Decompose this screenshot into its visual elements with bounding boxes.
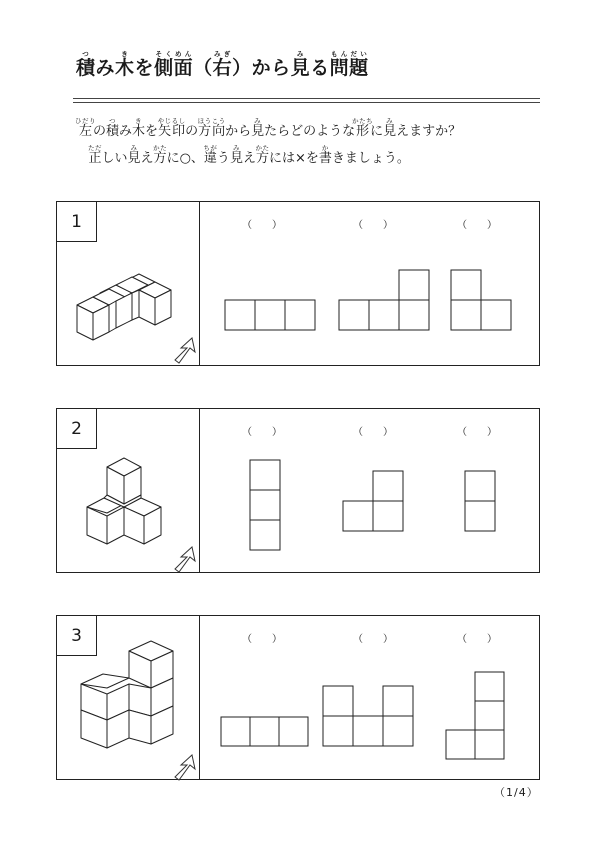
page-number: （1/4） (494, 786, 539, 799)
title-divider-bottom (73, 102, 540, 103)
answer-blank-3b[interactable]: （ ） (353, 634, 393, 645)
ruby-word: 方かた (255, 144, 270, 166)
ruby-word: 見み (229, 144, 243, 166)
ruby-word: 右みぎ (212, 50, 233, 79)
question-box-3 (56, 615, 540, 780)
ruby-word: 見み (251, 117, 265, 139)
ruby-word: 側面そくめん (154, 50, 194, 79)
answer-blank-2a[interactable]: （ ） (242, 427, 282, 438)
ruby-word: 木き (115, 50, 135, 79)
ruby-word: 積つ (76, 50, 96, 79)
ruby-word: 形かたち (352, 117, 374, 139)
ruby-word: 木き (132, 117, 146, 139)
question-box-1 (56, 201, 540, 366)
answer-blank-1a[interactable]: （ ） (242, 220, 282, 231)
answer-blank-3c[interactable]: （ ） (457, 634, 497, 645)
question-number: 1 (57, 202, 97, 242)
ruby-word: 見み (290, 50, 311, 79)
ruby-word: 積つ (106, 117, 120, 139)
question-box-2 (56, 408, 540, 573)
ruby-word: 方向ほうこう (197, 117, 226, 139)
ruby-word: 問題もんだい (329, 50, 369, 79)
ruby-word: 矢印やじるし (157, 117, 186, 139)
ruby-word: 左ひだり (75, 117, 96, 139)
question-number: 2 (57, 409, 97, 449)
ruby-word: 書か (318, 144, 332, 166)
option-shapes-3 (57, 616, 541, 781)
page-title: 積つみ木きを側面そくめん（右みぎ）から見みる問題もんだい (76, 50, 369, 79)
answer-blank-1c[interactable]: （ ） (457, 220, 497, 231)
ruby-word: 方かた (153, 144, 168, 166)
answer-blank-1b[interactable]: （ ） (353, 220, 393, 231)
question-number: 3 (57, 616, 97, 656)
answer-blank-2b[interactable]: （ ） (353, 427, 393, 438)
instruction-line-1: 左ひだりの積つみ木きを矢印やじるしの方向ほうこうから見みたらどのような形かたちに見みえますか？ (75, 117, 462, 139)
instruction-line-2: 正ただしい見みえ方かたに○、違ちがう見みえ方かたには×を書かきましょう。 (88, 144, 410, 166)
title-divider-top (73, 98, 540, 99)
answer-blank-2c[interactable]: （ ） (457, 427, 497, 438)
option-shapes-1 (57, 202, 541, 367)
ruby-word: 違ちが (203, 144, 218, 166)
option-shapes-2 (57, 409, 541, 574)
ruby-word: 見み (383, 117, 397, 139)
ruby-word: 正ただ (88, 144, 102, 166)
answer-blank-3a[interactable]: （ ） (242, 634, 282, 645)
ruby-word: 見み (127, 144, 141, 166)
